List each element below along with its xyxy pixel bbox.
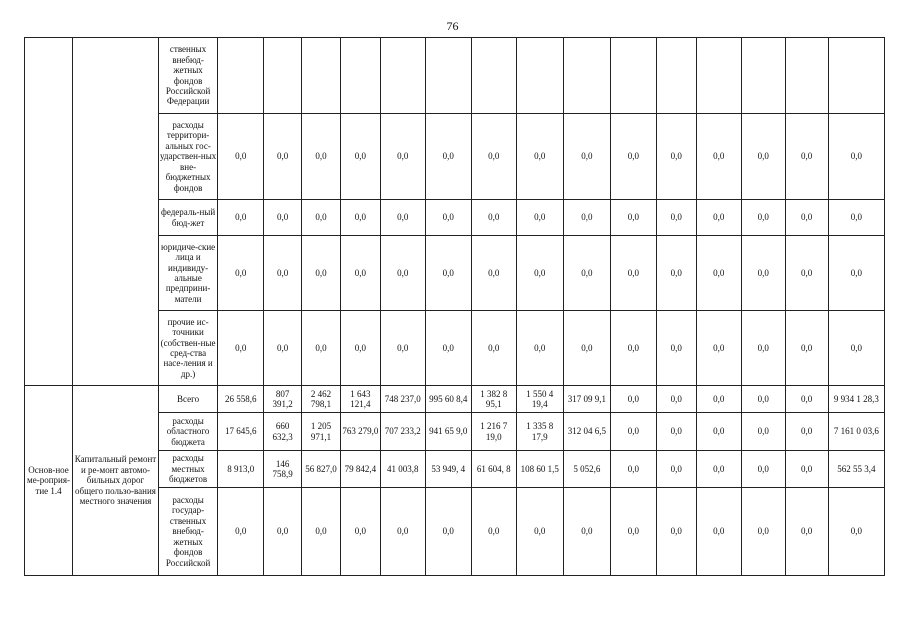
value-cell: 1 550 4 19,4 — [516, 386, 563, 413]
value-cell: 0,0 — [785, 114, 828, 200]
value-cell: 79 842,4 — [340, 451, 380, 488]
value-cell: 0,0 — [218, 114, 264, 200]
value-cell: 0,0 — [340, 488, 380, 576]
table-row — [25, 38, 885, 114]
event-code-cell: Основ-ное ме-роприя-тие 1.4 — [25, 386, 73, 576]
value-cell: 0,0 — [302, 114, 341, 200]
value-cell: 941 65 9,0 — [425, 413, 471, 451]
value-cell: 2 462 798,1 — [302, 386, 341, 413]
value-cell: 0,0 — [610, 311, 656, 386]
value-cell — [828, 38, 884, 114]
value-cell: 108 60 1,5 — [516, 451, 563, 488]
value-cell: 0,0 — [471, 200, 516, 236]
value-cell — [471, 38, 516, 114]
value-cell: 0,0 — [218, 488, 264, 576]
value-cell — [741, 38, 785, 114]
source-cell: юридиче-ские лица и индивиду-альные предприни-матели — [158, 236, 217, 311]
value-cell: 0,0 — [656, 451, 696, 488]
value-cell: 17 645,6 — [218, 413, 264, 451]
value-cell: 0,0 — [340, 200, 380, 236]
value-cell: 0,0 — [516, 114, 563, 200]
value-cell — [696, 38, 741, 114]
value-cell: 1 216 7 19,0 — [471, 413, 516, 451]
value-cell: 0,0 — [380, 311, 425, 386]
value-cell — [218, 38, 264, 114]
value-cell: 0,0 — [425, 200, 471, 236]
value-cell: 0,0 — [563, 236, 610, 311]
value-cell: 0,0 — [656, 311, 696, 386]
value-cell: 0,0 — [563, 311, 610, 386]
value-cell: 0,0 — [380, 488, 425, 576]
value-cell: 0,0 — [340, 311, 380, 386]
value-cell: 0,0 — [516, 200, 563, 236]
value-cell: 0,0 — [516, 488, 563, 576]
value-cell: 0,0 — [656, 200, 696, 236]
value-cell: 0,0 — [425, 488, 471, 576]
value-cell: 1 643 121,4 — [340, 386, 380, 413]
value-cell: 0,0 — [563, 114, 610, 200]
value-cell: 807 391,2 — [264, 386, 302, 413]
event-name-cell: Капитальный ремонт и ре-монт автомо-бильных дорог общего пользо-вания местного значения — [73, 386, 159, 576]
value-cell: 0,0 — [696, 200, 741, 236]
value-cell — [785, 38, 828, 114]
value-cell: 0,0 — [696, 236, 741, 311]
value-cell: 748 237,0 — [380, 386, 425, 413]
value-cell: 0,0 — [610, 114, 656, 200]
value-cell: 0,0 — [516, 236, 563, 311]
value-cell: 0,0 — [425, 311, 471, 386]
value-cell: 0,0 — [828, 311, 884, 386]
value-cell: 1 382 8 95,1 — [471, 386, 516, 413]
value-cell: 0,0 — [741, 451, 785, 488]
value-cell — [610, 38, 656, 114]
value-cell — [302, 38, 341, 114]
value-cell: 0,0 — [656, 236, 696, 311]
event-name-cell — [73, 38, 159, 386]
value-cell: 0,0 — [264, 488, 302, 576]
value-cell: 0,0 — [516, 311, 563, 386]
value-cell: 0,0 — [264, 311, 302, 386]
value-cell: 0,0 — [218, 236, 264, 311]
value-cell: 0,0 — [610, 488, 656, 576]
value-cell: 0,0 — [656, 413, 696, 451]
value-cell: 0,0 — [471, 236, 516, 311]
value-cell: 317 09 9,1 — [563, 386, 610, 413]
value-cell: 995 60 8,4 — [425, 386, 471, 413]
value-cell: 0,0 — [610, 386, 656, 413]
value-cell: 660 632,3 — [264, 413, 302, 451]
source-cell: федераль-ный бюд-жет — [158, 200, 217, 236]
value-cell: 763 279,0 — [340, 413, 380, 451]
value-cell: 0,0 — [785, 488, 828, 576]
value-cell: 0,0 — [610, 236, 656, 311]
value-cell: 0,0 — [741, 386, 785, 413]
value-cell: 0,0 — [696, 488, 741, 576]
value-cell: 1 335 8 17,9 — [516, 413, 563, 451]
value-cell: 61 604, 8 — [471, 451, 516, 488]
value-cell: 0,0 — [563, 488, 610, 576]
value-cell: 0,0 — [563, 200, 610, 236]
value-cell: 0,0 — [828, 200, 884, 236]
value-cell — [264, 38, 302, 114]
value-cell: 0,0 — [785, 236, 828, 311]
value-cell: 0,0 — [610, 200, 656, 236]
value-cell: 0,0 — [218, 200, 264, 236]
value-cell: 0,0 — [741, 413, 785, 451]
source-cell: прочие ис-точники (собствен-ные сред-ства насе-ления и др.) — [158, 311, 217, 386]
value-cell: 0,0 — [471, 114, 516, 200]
value-cell — [425, 38, 471, 114]
value-cell: 0,0 — [696, 451, 741, 488]
value-cell: 0,0 — [656, 114, 696, 200]
value-cell: 0,0 — [425, 114, 471, 200]
value-cell: 53 949, 4 — [425, 451, 471, 488]
value-cell — [516, 38, 563, 114]
value-cell: 707 233,2 — [380, 413, 425, 451]
value-cell: 0,0 — [264, 200, 302, 236]
source-cell: расходы территори-альных гос-ударствен-ных вне-бюджетных фондов — [158, 114, 217, 200]
value-cell: 0,0 — [264, 236, 302, 311]
value-cell: 0,0 — [471, 311, 516, 386]
value-cell: 0,0 — [340, 236, 380, 311]
table-row — [25, 386, 885, 413]
value-cell — [656, 38, 696, 114]
source-cell: расходы областного бюджета — [158, 413, 217, 451]
value-cell: 0,0 — [741, 311, 785, 386]
value-cell: 0,0 — [741, 488, 785, 576]
source-cell: Всего — [158, 386, 217, 413]
value-cell: 0,0 — [656, 488, 696, 576]
value-cell: 0,0 — [264, 114, 302, 200]
value-cell: 5 052,6 — [563, 451, 610, 488]
value-cell: 0,0 — [741, 114, 785, 200]
value-cell: 0,0 — [471, 488, 516, 576]
source-cell: ственных внебюд-жетных фондов Российской Федерации — [158, 38, 217, 114]
value-cell: 0,0 — [696, 413, 741, 451]
value-cell: 312 04 6,5 — [563, 413, 610, 451]
source-cell: расходы местных бюджетов — [158, 451, 217, 488]
value-cell: 0,0 — [696, 114, 741, 200]
value-cell: 0,0 — [696, 386, 741, 413]
value-cell: 8 913,0 — [218, 451, 264, 488]
value-cell: 0,0 — [302, 311, 341, 386]
value-cell: 0,0 — [656, 386, 696, 413]
budget-table — [24, 37, 885, 576]
value-cell: 0,0 — [302, 236, 341, 311]
value-cell: 0,0 — [828, 114, 884, 200]
value-cell: 0,0 — [302, 200, 341, 236]
value-cell: 0,0 — [380, 200, 425, 236]
page-number: 76 — [446, 19, 459, 33]
value-cell: 0,0 — [302, 488, 341, 576]
value-cell: 0,0 — [218, 311, 264, 386]
value-cell: 56 827,0 — [302, 451, 341, 488]
value-cell: 0,0 — [785, 413, 828, 451]
value-cell: 0,0 — [340, 114, 380, 200]
value-cell: 0,0 — [696, 311, 741, 386]
value-cell: 0,0 — [380, 114, 425, 200]
value-cell: 0,0 — [828, 488, 884, 576]
value-cell: 0,0 — [785, 386, 828, 413]
value-cell: 26 558,6 — [218, 386, 264, 413]
value-cell: 0,0 — [610, 413, 656, 451]
value-cell: 0,0 — [785, 311, 828, 386]
value-cell: 0,0 — [785, 200, 828, 236]
value-cell: 7 161 0 03,6 — [828, 413, 884, 451]
value-cell: 9 934 1 28,3 — [828, 386, 884, 413]
value-cell: 0,0 — [610, 451, 656, 488]
value-cell: 1 205 971,1 — [302, 413, 341, 451]
value-cell: 0,0 — [741, 236, 785, 311]
source-cell: расходы государ-ственных внебюд-жетных фондов Российской — [158, 488, 217, 576]
value-cell: 562 55 3,4 — [828, 451, 884, 488]
value-cell: 0,0 — [828, 236, 884, 311]
value-cell: 0,0 — [785, 451, 828, 488]
value-cell — [563, 38, 610, 114]
value-cell — [380, 38, 425, 114]
value-cell: 41 003,8 — [380, 451, 425, 488]
event-code-cell — [25, 38, 73, 386]
value-cell — [340, 38, 380, 114]
value-cell: 0,0 — [425, 236, 471, 311]
value-cell: 146 758,9 — [264, 451, 302, 488]
value-cell: 0,0 — [380, 236, 425, 311]
value-cell: 0,0 — [741, 200, 785, 236]
